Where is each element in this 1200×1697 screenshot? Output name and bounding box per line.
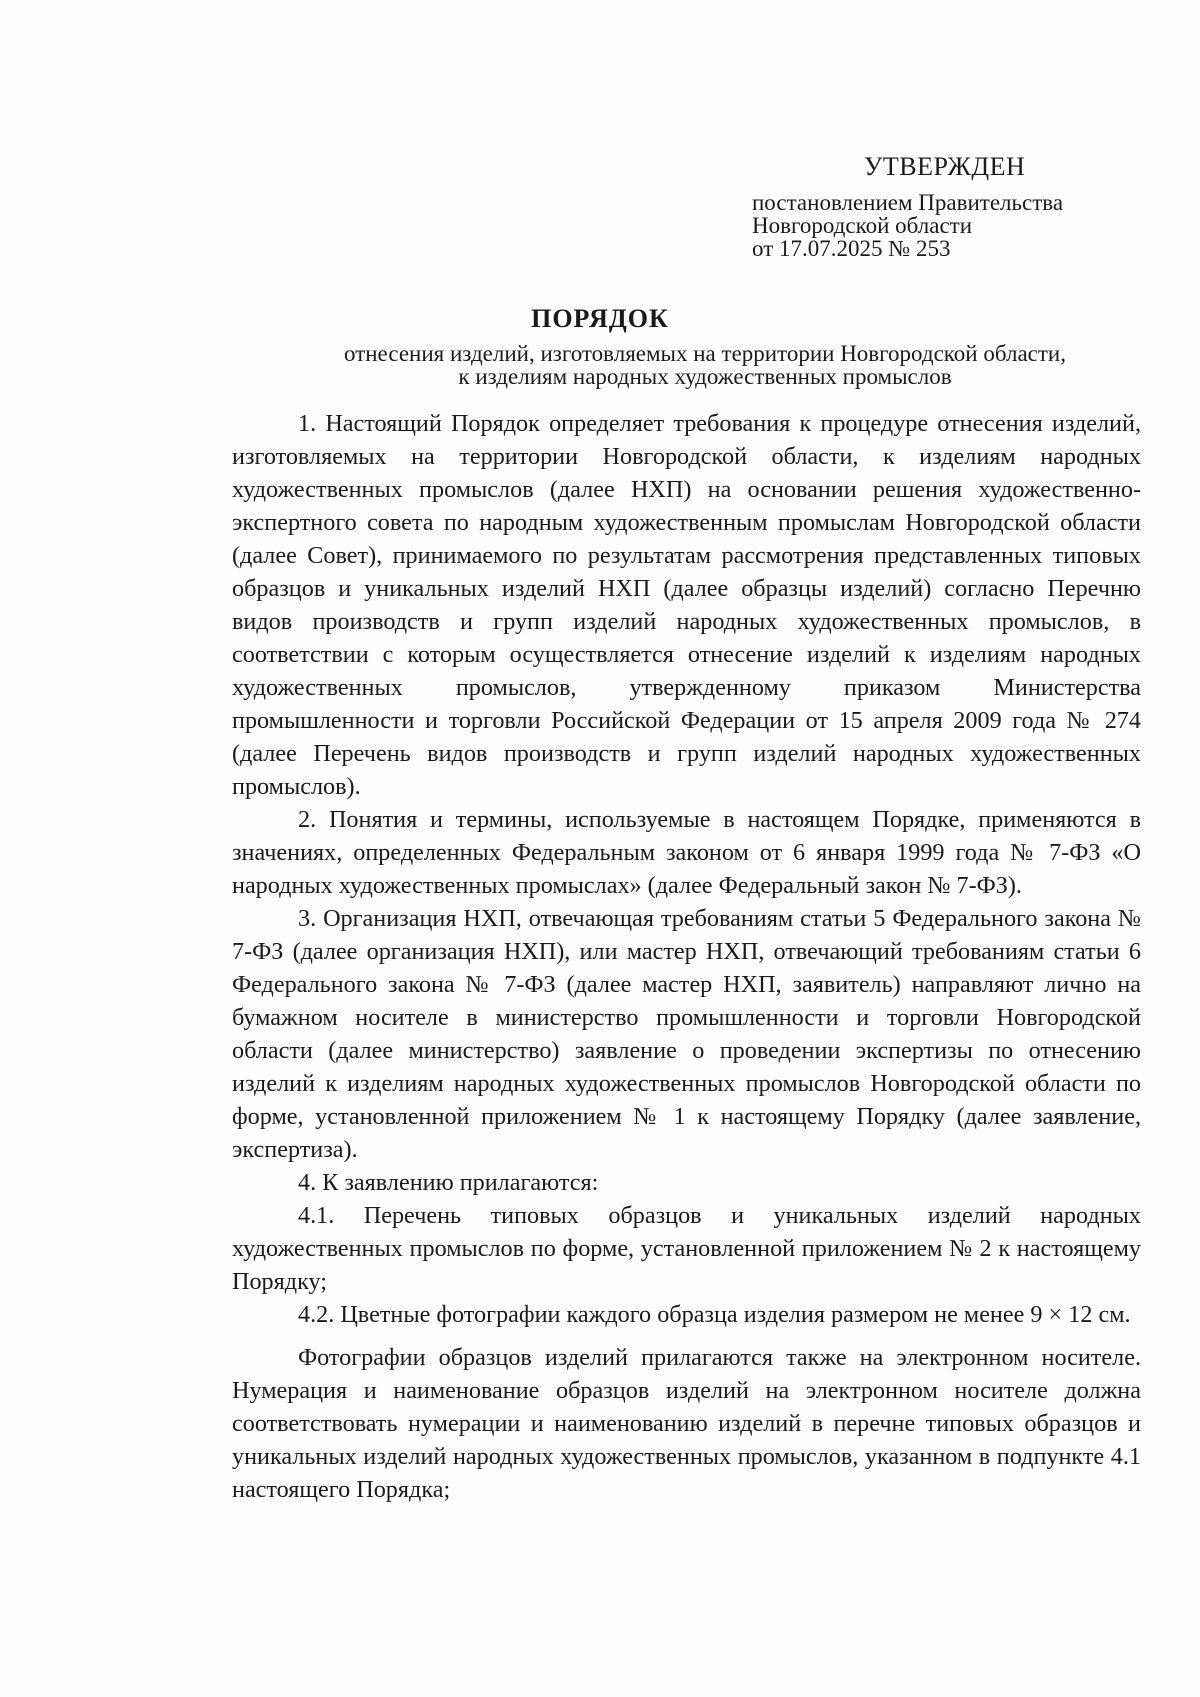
approval-line-authority: постановлением Правительства bbox=[752, 190, 1064, 215]
paragraph-4-2: 4.2. Цветные фотографии каждого образца изделия размером не менее 9 × 12 см. bbox=[298, 1301, 1131, 1328]
paragraph-photos: Фотографии образцов изделий прилагаются также на электронном носителе. Нумерация и наименование образцов изделий на электронном носителе должна соответствовать нумерации и наименованию изделий в перечне типовых образцов и уникальных изделий народных художественных промыслов, указанном в подпункте 4.1 настоящего Порядка; bbox=[232, 1344, 1141, 1503]
document-title: ПОРЯДОК bbox=[531, 304, 669, 333]
paragraph-3: 3. Организация НХП, отвечающая требованиям статьи 5 Федерального закона № 7-ФЗ (далее организация НХП), или мастер НХП, отвечающий требованиям статьи 6 Федерального закона № 7-ФЗ (далее мастер НХП, заявитель) направляют лично на бумажном носителе в министерство промышленности и торговли Новгородской области (далее министерство) заявление о проведении экспертизы по отнесению изделий к изделиям народных художественных промыслов Новгородской области по форме, установленной приложением № 1 к настоящему Порядку (далее заявление, экспертиза). bbox=[232, 905, 1141, 1163]
approval-line-region: Новгородской области bbox=[752, 213, 973, 238]
approval-title: УТВЕРЖДЕН bbox=[864, 152, 1026, 181]
document-subtitle-line-2: к изделиям народных художественных промыслов bbox=[458, 364, 952, 389]
approval-line-date-number: от 17.07.2025 № 253 bbox=[752, 236, 951, 261]
approval-details bbox=[752, 191, 1152, 260]
paragraph-2: 2. Понятия и термины, используемые в настоящем Порядке, применяются в значениях, определенных Федеральным законом от 6 января 1999 года № 7-ФЗ «О народных художественных промыслах» (далее Федеральный закон № 7-ФЗ). bbox=[232, 806, 1141, 899]
paragraph-4-1: 4.1. Перечень типовых образцов и уникальных изделий народных художественных промыслов по форме, установленной приложением № 2 к настоящему Порядку; bbox=[232, 1202, 1141, 1295]
approval-stamp-block bbox=[752, 152, 1152, 260]
document-subtitle bbox=[240, 342, 1170, 388]
document-body bbox=[232, 407, 1141, 1506]
document-subtitle-line-1: отнесения изделий, изготовляемых на территории Новгородской области, bbox=[344, 341, 1066, 366]
paragraph-4: 4. К заявлению прилагаются: bbox=[298, 1169, 599, 1196]
paragraph-1: 1. Настоящий Порядок определяет требования к процедуре отнесения изделий, изготовляемых на территории Новгородской области, к изделиям народных художественных промыслов (далее НХП) на основании решения художественно-экспертного совета по народным художественным промыслам Новгородской области (далее Совет), принимаемого по результатам рассмотрения представленных типовых образцов и уникальных изделий НХП (далее образцы изделий) согласно Перечню видов производств и групп изделий народных художественных промыслов, в соответствии с которым осуществляется отнесение изделий к изделиям народных художественных промыслов, утвержденному приказом Министерства промышленности и торговли Российской Федерации от 15 апреля 2009 года № 274 (далее Перечень видов производств и групп изделий народных художественных промыслов). bbox=[232, 410, 1141, 800]
